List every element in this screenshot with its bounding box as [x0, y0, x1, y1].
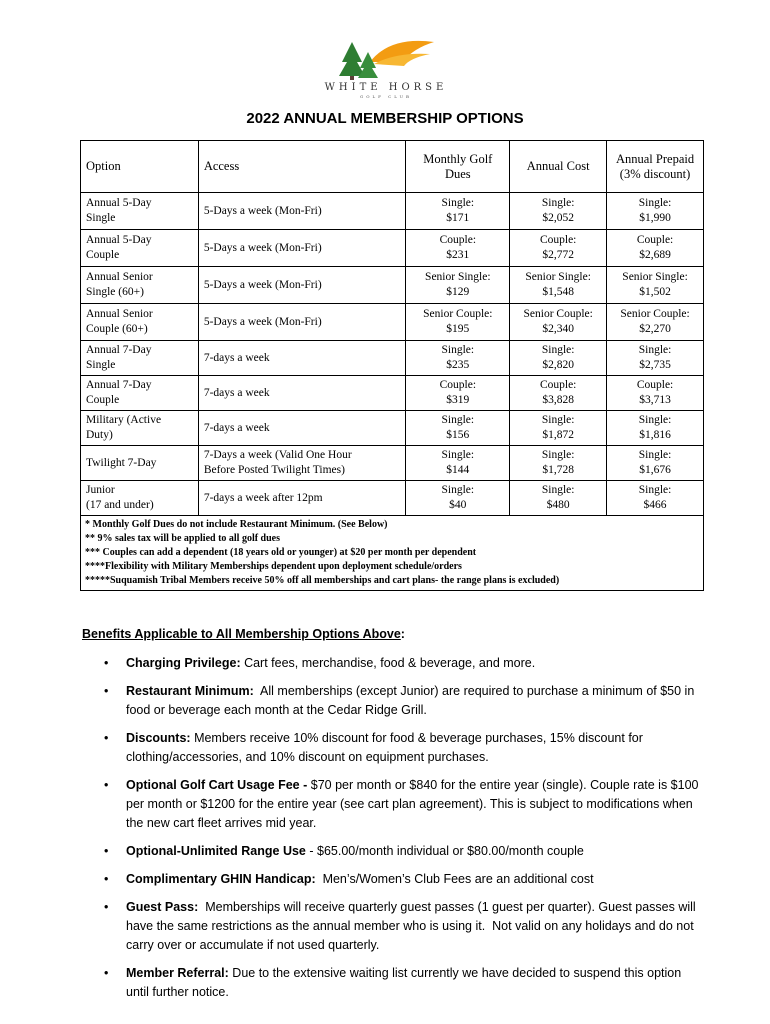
annual-cell-line: $2,340: [542, 323, 574, 335]
membership-table: [80, 140, 704, 591]
bullet-icon: •: [104, 731, 109, 745]
access-cell-line: 5-Days a week (Mon-Fri): [203, 315, 322, 328]
table-row: [81, 341, 704, 376]
option-cell-line: Twilight 7-Day: [86, 456, 157, 469]
option-cell-line: Military (Active: [86, 414, 162, 426]
annual-cell: [510, 446, 607, 481]
option-cell-line: Couple: [86, 394, 120, 406]
bullet-icon: •: [104, 844, 109, 858]
option-cell: [81, 481, 199, 516]
monthly-cell-line: Couple:: [439, 234, 477, 246]
access-cell: [198, 230, 406, 267]
table-notes: [81, 516, 704, 591]
benefit-text: Due to the extensive waiting list currently we have decided to suspend this option until further notice.: [126, 966, 685, 999]
prepaid-cell: [607, 481, 704, 516]
benefit-item: [82, 776, 702, 833]
access-cell-line: 7-days a week: [203, 386, 270, 399]
option-cell-line: Single (60+): [86, 286, 144, 298]
option-cell-line: (17 and under): [86, 499, 154, 511]
note: *** Couples can add a dependent (18 years old or younger) at $20 per month per dependent: [85, 547, 477, 558]
benefit-label: Discounts:: [126, 731, 191, 745]
annual-cell-line: Couple:: [539, 234, 577, 246]
option-cell-line: Annual Senior: [86, 271, 153, 283]
note: ****Flexibility with Military Memberships dependent upon deployment schedule/orders: [85, 561, 462, 572]
prepaid-cell-line: Single:: [638, 484, 672, 496]
benefit-text: - $65.00/month individual or $80.00/month couple: [305, 844, 584, 858]
table-header-row: [81, 141, 704, 193]
bullet-icon: •: [104, 684, 109, 698]
prepaid-cell-line: $1,990: [639, 212, 671, 224]
prepaid-cell-line: Couple:: [636, 379, 674, 391]
annual-cell-line: $1,872: [542, 429, 574, 441]
prepaid-cell-line: $2,735: [639, 359, 671, 371]
monthly-cell: [406, 267, 510, 304]
monthly-cell-line: $40: [449, 499, 467, 511]
benefit-text: All memberships (except Junior) are required to purchase a minimum of $50 in food or beverage each month at the Cedar Ridge Grill.: [126, 684, 698, 717]
header-prepaid: Annual Prepaid (3% discount): [607, 141, 704, 193]
annual-cell: [510, 481, 607, 516]
annual-cell-line: $2,820: [542, 359, 574, 371]
monthly-cell: [406, 481, 510, 516]
option-cell-line: Annual 5-Day: [86, 234, 152, 246]
prepaid-cell-line: Single:: [638, 449, 672, 461]
benefit-label: Optional-Unlimited Range Use: [126, 844, 306, 858]
option-cell-line: Single: [86, 359, 116, 371]
benefit-label: Optional Golf Cart Usage Fee -: [126, 778, 308, 792]
annual-cell: [510, 304, 607, 341]
note: * Monthly Golf Dues do not include Restaurant Minimum. (See Below): [85, 519, 388, 530]
access-cell-line: 5-Days a week (Mon-Fri): [203, 241, 322, 254]
logo-subtitle: GOLF CLUB: [360, 94, 412, 99]
option-cell-line: Couple: [86, 249, 120, 261]
header-annual: Annual Cost: [510, 141, 607, 193]
monthly-cell: [406, 230, 510, 267]
table-row: [81, 376, 704, 411]
benefit-text: Cart fees, merchandise, food & beverage, and more.: [240, 656, 536, 670]
prepaid-cell: [607, 376, 704, 411]
prepaid-cell-line: Single:: [638, 197, 672, 209]
monthly-cell-line: Single:: [441, 344, 475, 356]
option-cell-line: Duty): [86, 429, 113, 441]
table-row: [81, 304, 704, 341]
annual-cell-line: Single:: [541, 414, 575, 426]
benefit-item: [82, 654, 702, 673]
monthly-cell-line: $319: [446, 394, 470, 406]
prepaid-cell-line: $2,270: [639, 323, 671, 335]
prepaid-cell-line: $2,689: [639, 249, 671, 261]
bullet-icon: •: [104, 966, 109, 980]
access-cell: [198, 446, 406, 481]
annual-cell: [510, 341, 607, 376]
benefits-section: [82, 625, 702, 1011]
table-row: [81, 446, 704, 481]
annual-cell: [510, 193, 607, 230]
annual-cell-line: Single:: [541, 197, 575, 209]
access-cell: [198, 267, 406, 304]
annual-cell-line: Single:: [541, 484, 575, 496]
annual-cell-line: Couple:: [539, 379, 577, 391]
access-cell: [198, 304, 406, 341]
option-cell-line: Annual 7-Day: [86, 379, 152, 391]
option-cell: [81, 230, 199, 267]
access-cell-line: Before Posted Twilight Times): [203, 464, 345, 476]
benefit-item: [82, 964, 702, 1002]
access-cell-line: 7-days a week: [203, 421, 270, 434]
annual-cell-line: $480: [546, 499, 570, 511]
benefit-item: [82, 870, 702, 889]
prepaid-cell-line: $1,502: [639, 286, 671, 298]
monthly-cell-line: $235: [446, 359, 470, 371]
access-cell-line: 5-Days a week (Mon-Fri): [203, 204, 322, 217]
benefit-text: Men’s/Women’s Club Fees are an additional cost: [315, 872, 594, 886]
access-cell-line: 7-days a week after 12pm: [203, 491, 323, 504]
prepaid-cell: [607, 304, 704, 341]
annual-cell-line: Single:: [541, 449, 575, 461]
table-row: [81, 481, 704, 516]
benefit-label: Restaurant Minimum:: [126, 684, 254, 698]
prepaid-cell: [607, 341, 704, 376]
header-monthly: Monthly Golf Dues: [406, 141, 510, 193]
monthly-cell: [406, 446, 510, 481]
monthly-cell-line: Couple:: [439, 379, 477, 391]
benefit-text: Memberships will receive quarterly guest passes (1 guest per quarter). Guest passes will have the same restrictions as the annual member who is using it. Not valid on any holidays and do not carry over or accumulate if not used quarterly.: [126, 900, 700, 952]
option-cell-line: Couple (60+): [86, 323, 148, 335]
access-cell: [198, 411, 406, 446]
prepaid-cell: [607, 446, 704, 481]
annual-cell-line: $1,728: [542, 464, 574, 476]
benefit-item: [82, 898, 702, 955]
annual-cell: [510, 376, 607, 411]
benefit-label: Complimentary GHIN Handicap:: [126, 872, 316, 886]
option-cell: [81, 411, 199, 446]
prepaid-cell: [607, 411, 704, 446]
monthly-cell-line: Single:: [441, 449, 475, 461]
option-cell: [81, 446, 199, 481]
benefits-heading: Benefits Applicable to All Membership Options Above:: [82, 627, 405, 641]
access-cell-line: 5-Days a week (Mon-Fri): [203, 278, 322, 291]
benefit-label: Charging Privilege:: [126, 656, 241, 670]
benefit-label: Guest Pass:: [126, 900, 199, 914]
benefit-text: $70 per month or $840 for the entire year (single). Couple rate is $100 per month or $1200 for the entire year (see cart plan agreement). This is subject to modifications when the new cart fleet arrives mid year.: [126, 778, 702, 830]
logo-wordmark: WHITE HORSE: [324, 82, 448, 93]
option-cell-line: Junior: [86, 484, 115, 496]
bullet-icon: •: [104, 656, 109, 670]
page-title: 2022 ANNUAL MEMBERSHIP OPTIONS: [246, 110, 524, 127]
monthly-cell-line: $231: [446, 249, 470, 261]
option-cell-line: Annual 7-Day: [86, 344, 152, 356]
prepaid-cell-line: Senior Single:: [622, 271, 688, 283]
monthly-cell: [406, 304, 510, 341]
header-access: Access: [198, 141, 406, 193]
benefit-text: Members receive 10% discount for food & beverage purchases, 15% discount for clothing/accessories, and 10% discount on equipment purchases.: [126, 731, 647, 764]
monthly-cell-line: $195: [446, 323, 470, 335]
option-cell-line: Annual 5-Day: [86, 197, 152, 209]
monthly-cell: [406, 411, 510, 446]
annual-cell-line: $1,548: [542, 286, 574, 298]
prepaid-cell: [607, 230, 704, 267]
annual-cell: [510, 267, 607, 304]
prepaid-cell-line: Senior Couple:: [620, 308, 690, 320]
prepaid-cell-line: Single:: [638, 344, 672, 356]
table-row: [81, 267, 704, 304]
benefit-label: Member Referral:: [126, 966, 229, 980]
prepaid-cell: [607, 193, 704, 230]
monthly-cell-line: Single:: [441, 414, 475, 426]
prepaid-cell-line: $3,713: [639, 394, 671, 406]
annual-cell-line: $3,828: [542, 394, 574, 406]
option-cell: [81, 341, 199, 376]
monthly-cell-line: Single:: [441, 484, 475, 496]
benefit-item: [82, 682, 702, 720]
club-logo: [322, 36, 450, 104]
monthly-cell-line: Senior Single:: [425, 271, 491, 283]
prepaid-cell-line: $1,816: [639, 429, 671, 441]
access-cell: [198, 193, 406, 230]
notes-row: [81, 516, 704, 591]
monthly-cell-line: Single:: [441, 197, 475, 209]
bullet-icon: •: [104, 900, 109, 914]
benefits-list: [82, 654, 702, 1002]
benefit-item: [82, 842, 702, 861]
prepaid-cell-line: $466: [643, 499, 667, 511]
note: *****Suquamish Tribal Members receive 50% off all memberships and cart plans- the range plans is excluded): [85, 575, 560, 586]
header-option: Option: [81, 141, 199, 193]
prepaid-cell-line: Couple:: [636, 234, 674, 246]
note: ** 9% sales tax will be applied to all golf dues: [85, 533, 281, 544]
option-cell-line: Single: [86, 212, 116, 224]
bullet-icon: •: [104, 872, 109, 886]
monthly-cell-line: Senior Couple:: [423, 308, 493, 320]
access-cell: [198, 481, 406, 516]
access-cell: [198, 376, 406, 411]
option-cell: [81, 267, 199, 304]
annual-cell-line: Senior Single:: [525, 271, 591, 283]
monthly-cell-line: $171: [446, 212, 470, 224]
benefit-item: [82, 729, 702, 767]
table-row: [81, 193, 704, 230]
bullet-icon: •: [104, 778, 109, 792]
sunset-trees-icon: [330, 36, 442, 82]
annual-cell-line: $2,052: [542, 212, 574, 224]
monthly-cell: [406, 341, 510, 376]
option-cell: [81, 193, 199, 230]
access-cell-line: 7-Days a week (Valid One Hour: [203, 449, 352, 461]
monthly-cell: [406, 376, 510, 411]
annual-cell-line: $2,772: [542, 249, 574, 261]
option-cell-line: Annual Senior: [86, 308, 153, 320]
prepaid-cell-line: Single:: [638, 414, 672, 426]
option-cell: [81, 376, 199, 411]
monthly-cell-line: $144: [446, 464, 470, 476]
table-row: [81, 411, 704, 446]
annual-cell-line: Senior Couple:: [523, 308, 593, 320]
access-cell-line: 7-days a week: [203, 351, 270, 364]
annual-cell: [510, 411, 607, 446]
annual-cell: [510, 230, 607, 267]
monthly-cell: [406, 193, 510, 230]
monthly-cell-line: $129: [446, 286, 470, 298]
prepaid-cell: [607, 267, 704, 304]
option-cell: [81, 304, 199, 341]
monthly-cell-line: $156: [446, 429, 470, 441]
prepaid-cell-line: $1,676: [639, 464, 671, 476]
table-row: [81, 230, 704, 267]
access-cell: [198, 341, 406, 376]
annual-cell-line: Single:: [541, 344, 575, 356]
